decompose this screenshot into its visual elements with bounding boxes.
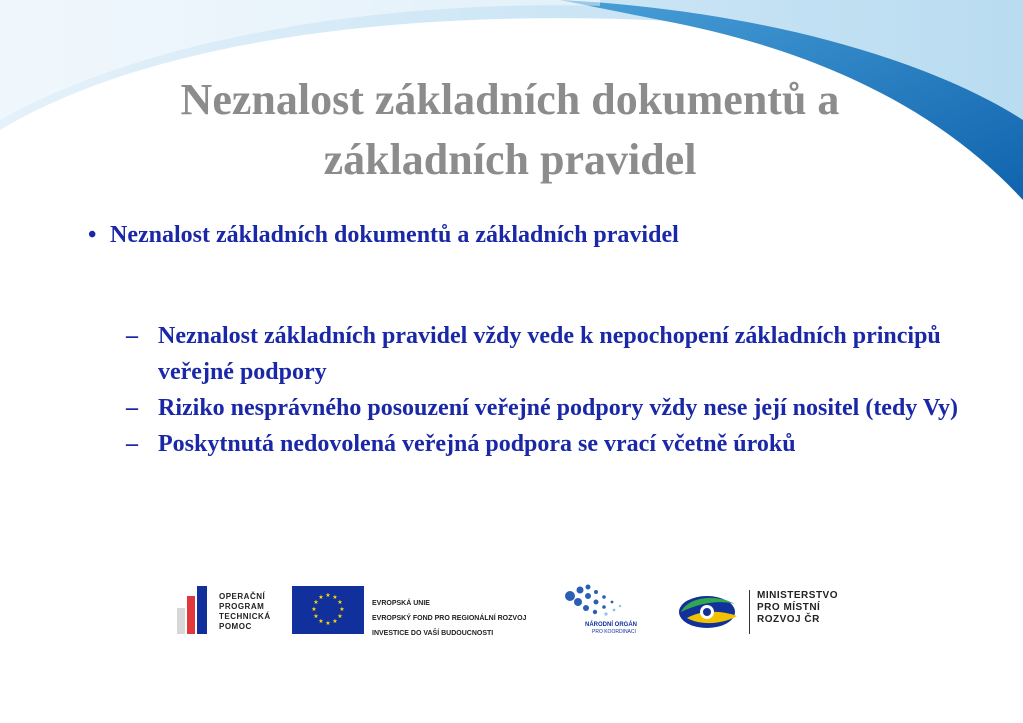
narodni-organ-subtext: PRO KOORDINACI [592, 629, 636, 635]
svg-text:★: ★ [337, 599, 343, 606]
dash-mark: – [126, 431, 138, 457]
svg-text:★: ★ [318, 618, 324, 625]
eu-logo-text: EVROPSKÁ UNIE EVROPSKÝ FOND PRO REGIONÁLNÍ ROZVOJ INVESTICE DO VAŠÍ BUDOUCNOSTI [372, 600, 527, 637]
svg-text:★: ★ [332, 594, 338, 601]
mmr-separator [749, 590, 750, 634]
svg-text:★: ★ [311, 606, 317, 613]
svg-text:★: ★ [313, 599, 319, 606]
optp-logo-text: OPERAČNÍ PROGRAM TECHNICKÁ POMOC [219, 592, 271, 631]
footer-logos [175, 582, 875, 642]
svg-text:★: ★ [318, 594, 324, 601]
mmr-logo-icon [677, 588, 747, 632]
mmr-logo-text: MINISTERSTVO PRO MÍSTNÍ ROZVOJ ČR [757, 590, 839, 625]
eu-flag-icon [292, 586, 364, 634]
dash-mark: – [126, 395, 138, 421]
narodni-organ-text: NÁRODNÍ ORGÁN [585, 622, 637, 628]
bullet-text: Neznalost základních dokumentů a základních pravidel [110, 222, 679, 248]
sub-item [126, 390, 968, 426]
sub-item [126, 318, 968, 390]
dash-mark: – [126, 323, 138, 349]
svg-text:★: ★ [332, 618, 338, 625]
slide-content [88, 218, 968, 462]
sub-item-text: Neznalost základních pravidel vždy vede k nepochopení základních principů veřejné podpory [158, 323, 941, 385]
bullet-mark: • [88, 222, 97, 248]
sub-item [126, 426, 968, 462]
svg-text:★: ★ [339, 606, 345, 613]
slide-title: Neznalost základních dokumentů a základních pravidel [180, 75, 840, 184]
svg-text:★: ★ [337, 613, 343, 620]
svg-text:★: ★ [325, 592, 331, 599]
sub-item-text: Poskytnutá nedovolená veřejná podpora se vrací včetně úroků [158, 431, 796, 457]
bullet-item [88, 218, 968, 252]
sub-item-text: Riziko nesprávného posouzení veřejné podpory vždy nese její nositel (tedy Vy) [158, 395, 958, 421]
sub-list [126, 318, 968, 462]
svg-text:★: ★ [313, 613, 319, 620]
svg-text:★: ★ [325, 620, 331, 627]
